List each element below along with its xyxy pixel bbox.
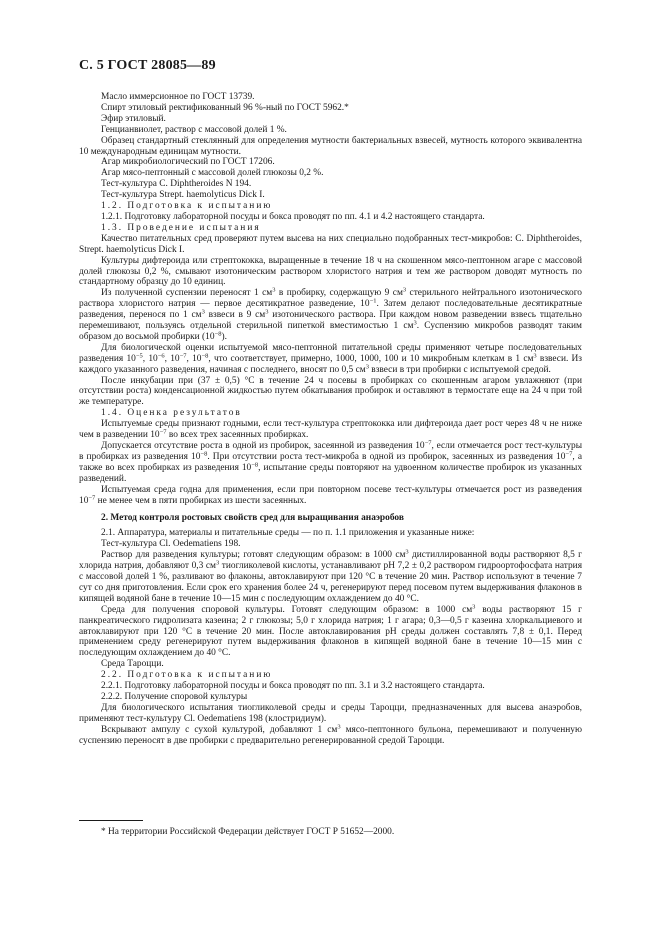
superscript: 3 (413, 319, 417, 327)
superscript: −7 (424, 439, 432, 447)
paragraph: После инкубации при (37 ± 0,5) °С в течение 24 ч посевы в пробирках со скошенным агаром увлажняют (при отсутствии роста) конденсационной жидкостью путем обкатывания пробирок и оставляют в термостате еще на 24 ч при той же температуре. (79, 375, 582, 408)
material-item: Агар мясо-пептонный с массовой долей глюкозы 0,2 %. (101, 168, 324, 179)
text-run: Вскрывают ампулу с сухой культурой, добавляют 1 см (101, 724, 338, 735)
text-run: Для биологической оценки испытуемой мясо-пептонной питательной среды применяют четыре последовательных разведения 10 (79, 342, 582, 364)
superscript: −8 (214, 330, 222, 338)
text-run: , что соответствует, примерно, 1000, 1000, 100 и 10 микробным клеткам в 1 см (208, 353, 534, 364)
footnote-divider (79, 820, 143, 821)
document-body (79, 92, 582, 746)
superscript: 3 (365, 363, 369, 371)
text-run: Испытуемые среды признают годными, если тест-культура стрептококка или дифтероида дает рост через 48 ч не ниже чем в разведении 10 (79, 419, 582, 441)
section-heading-2: 2. Метод контроля ростовых свойств сред для выращивания анаэробов (101, 513, 404, 524)
text-run: взвеси. Из каждого указанного разведения, начиная с последнего, вносят по 0,5 см (79, 353, 583, 375)
superscript: −7 (88, 494, 96, 502)
paragraph: 2.2.1. Подготовку лабораторной посуды и бокса проводят по пп. 3.1 и 3.2 настоящего стандарта. (101, 681, 485, 692)
paragraph: Тест-культура Cl. Oedematiens 198. (101, 539, 241, 550)
paragraph (79, 288, 582, 343)
superscript: −7 (159, 428, 167, 436)
superscript: 3 (472, 603, 476, 611)
superscript: −7 (565, 450, 573, 458)
text-run: в пробирку, содержащую 9 см (275, 288, 403, 299)
text-run: мясо-пептонного бульона, перемешивают и полученную суспензию переносят в две пробирки с предварительно регенерированной средой Тароцци. (79, 724, 582, 746)
superscript: −8 (201, 352, 209, 360)
paragraph: 2.2.2. Получение споровой культуры (101, 691, 248, 702)
paragraph (79, 485, 582, 507)
paragraph (79, 343, 582, 376)
text-run: , если отмечается рост тест-культуры в пробирках из разведения 10 (79, 441, 582, 462)
superscript: 3 (215, 559, 220, 567)
superscript: −8 (251, 461, 259, 469)
paragraph: Среда Тароцци. (101, 659, 164, 670)
section-heading-1-4: 1.4. Оценка результатов (101, 408, 242, 419)
superscript: −7 (179, 352, 187, 360)
page-header: С. 5 ГОСТ 28085—89 (79, 58, 216, 73)
text-run: во всех трех засеянных пробирках. (166, 430, 309, 441)
material-item: Образец стандартный стеклянный для определения мутности бактериальных взвесей, мутность которого эквивалентна 10 международным единицам мутности. (79, 135, 582, 157)
paragraph (79, 725, 582, 747)
material-item: Тест-культура Strept. haemolyticus Dick I. (101, 190, 265, 201)
section-heading-1-2: 1.2. Подготовка к испытанию (101, 201, 273, 212)
text-run: Испытуемая среда годна для применения, если при повторном посеве тест-культуры отмечается рост из разведения 10 (79, 484, 582, 506)
text-run: Раствор для разведения культуры; готовят следующим образом: в 1000 см (101, 550, 406, 561)
text-run: воды растворяют 15 г панкреатического гидролизата казеина; 2 г глюкозы; 5,0 г хлорида натрия; 1 г агара; 0,3—0,5 г казеина хлоркальциевого и автоклавируют при 120 °С в течение 20 мин. После автоклавирования рН среды должен составлять 7,8 ± 0,1. Перед применением среду регенерируют путем выдерживания флаконов в кипящей водяной бане в течение 10—15 мин с последующим охлаждением до 40 °С. (79, 604, 582, 659)
paragraph (79, 605, 582, 660)
superscript: −5 (135, 352, 143, 360)
paragraph (79, 441, 582, 485)
text-run: , испытание среды повторяют на удвоенном количестве пробирок из указанных разведений. (79, 462, 583, 484)
text-run: , 10 (164, 353, 180, 364)
paragraph: Качество питательных сред проверяют путем высева на них специально подобранных тест-микробов: C. Diphtheroides, Strept. haemolyticus Dick I. (79, 233, 582, 255)
text-run: дистиллированной воды растворяют 8,5 г хлорида натрия, добавляют 0,3 см (79, 550, 582, 572)
material-item: Генцианвиолет, раствор с массовой долей 1 %. (101, 124, 287, 135)
superscript: 3 (337, 723, 341, 731)
material-item: Тест-культура C. Diphtheroides N 194. (101, 179, 252, 190)
paragraph: Для биологического испытания тиогликолевой среды и среды Тароцци, предназначенных для высева анаэробов, применяют тест-культуру Cl. Oedematiens 198 (клостридиум). (79, 702, 582, 724)
paragraph (79, 550, 582, 605)
text-run: взвеси в 9 см (204, 310, 266, 321)
text-run: не менее чем в пяти пробирках из шести засеянных. (95, 495, 307, 506)
text-run: взвеси в три пробирки с испытуемой средой. (368, 364, 551, 375)
material-item: Агар микробиологический по ГОСТ 17206. (101, 157, 275, 168)
paragraph: 1.2.1. Подготовку лабораторной посуды и бокса проводят по пп. 4.1 и 4.2 настоящего стандарта. (101, 211, 485, 222)
text-run: . При отсутствии роста тест-микроба в одной из пробирок, засеянных из разведения 10 (207, 451, 566, 462)
text-run: стерильного нейтрального изотонического раствора хлористого натрия — первое десятикратное разведение, 10 (79, 288, 582, 310)
text-run: ). (221, 331, 227, 342)
superscript: 3 (533, 352, 537, 360)
footnote: * На территории Российской Федерации действует ГОСТ Р 51652—2000. (101, 827, 395, 837)
superscript: −1 (369, 297, 377, 305)
superscript: −8 (200, 450, 208, 458)
text-run: . Суспензию микробов разводят таким образом до восьмой пробирки (10 (79, 321, 582, 342)
superscript: 3 (272, 286, 276, 294)
material-item: Масло иммерсионное по ГОСТ 13739. (101, 92, 255, 102)
text-run: тиогликолевой кислоты, устанавливают рН 7,2 ± 0,2 раствором гидроортофосфата натрия с массовой долей 1 %, разливают во флаконы, автоклавируют при 120 °С в течение 20 мин. Раствор используют в течение 7 сут со дня приготовления. Если срок его хранения более 24 ч, регенерируют перед посевом путем выдерживания флаконов в кипящей водяной бане в течение 10—15 мин с последующим охлаждением до 40 °С. (79, 561, 583, 604)
superscript: 3 (405, 548, 409, 556)
section-heading-2-2: 2.2. Подготовка к испытанию (101, 670, 273, 681)
text-run: Из полученной суспензии переносят 1 см (101, 288, 273, 299)
material-item: Спирт этиловый ректификованный 96 %-ный по ГОСТ 5962.* (101, 102, 349, 113)
paragraph: Культуры дифтероида или стрептококка, выращенные в течение 18 ч на скошенном мясо-пептонном агаре с массовой долей глюкозы 0,2 %, смывают изотоническим раствором хлористого натрия и тем же раствором доводят мутность по стандартному образцу до 10 единиц. (79, 255, 582, 288)
superscript: −6 (157, 352, 165, 360)
text-run: изотонического раствора. При каждом новом разведении взвесь тщательно перемешивают, пользуясь отдельной стерильной пипеткой вместимостью 1 см (79, 310, 582, 332)
text-run: , а также во всех пробирках из разведения 10 (79, 451, 582, 473)
text-run: , 10 (142, 353, 158, 364)
paragraph: 2.1. Аппаратура, материалы и питательные среды — по п. 1.1 приложения и указанные ниже: (101, 528, 475, 539)
text-run: . Затем делают последовательные десятикратные разведения, перенося по 1 см (79, 299, 582, 321)
section-heading-1-3: 1.3. Проведение испытания (101, 222, 261, 233)
material-item: Эфир этиловый. (101, 113, 166, 124)
text-run: , 10 (186, 353, 202, 364)
text-run: Среда для получения споровой культуры. Готовят следующим образом: в 1000 см (101, 604, 473, 615)
paragraph (79, 419, 582, 441)
superscript: 3 (265, 308, 269, 316)
superscript: 3 (402, 286, 407, 294)
text-run: Допускается отсутствие роста в одной из пробирок, засеянной из разведения 10 (101, 441, 425, 451)
superscript: 3 (201, 308, 205, 316)
